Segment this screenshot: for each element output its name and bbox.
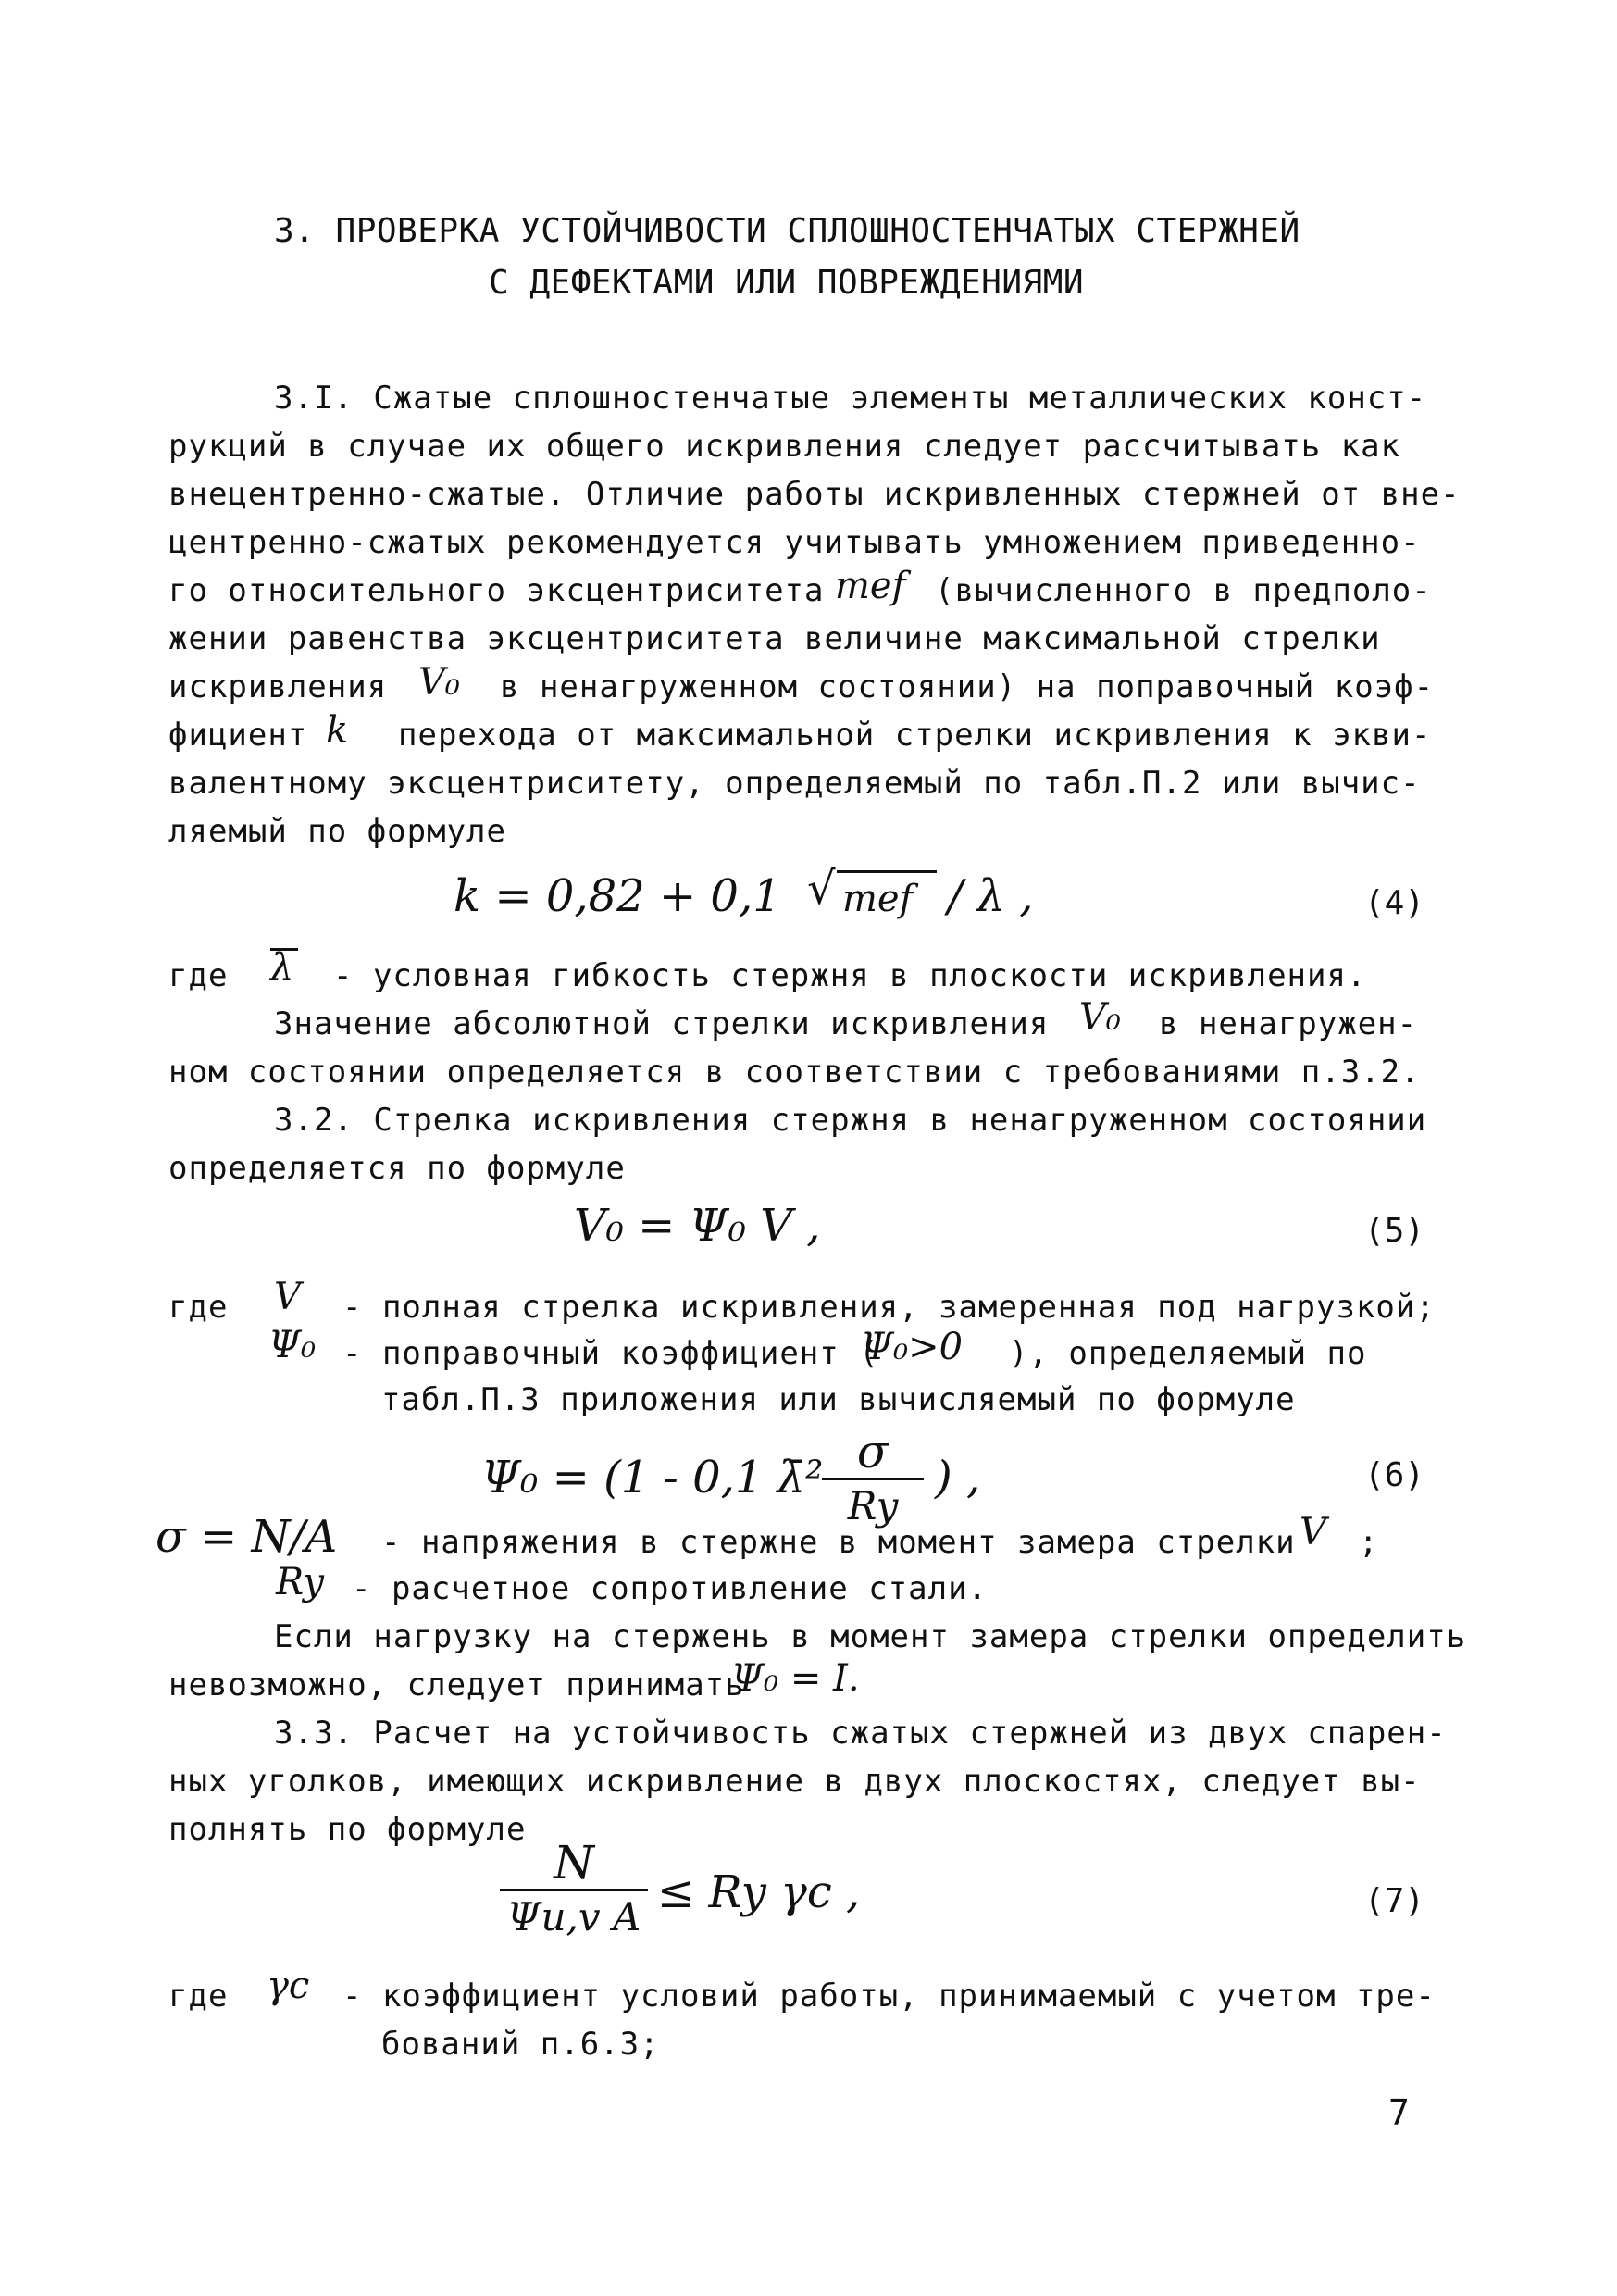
where-psi-text-2: табл.П.3 приложения или вычисляемый по формуле: [381, 1381, 1296, 1418]
symbol-gamma-c: γc: [267, 1965, 310, 2007]
formula-7-frac-num: N: [554, 1836, 594, 1890]
section-title-line-2: С ДЕФЕКТАМИ ИЛИ ПОВРЕЖДЕНИЯМИ: [489, 264, 1085, 302]
symbol-v0: V₀: [418, 661, 460, 704]
equation-number-7: (7): [1364, 1882, 1425, 1920]
para-3-3-line-1: 3.3. Расчет на устойчивость сжатых стержней из двух спарен-: [274, 1715, 1447, 1752]
para-v0-line-1a: Значение абсолютной стрелки искривления: [274, 1005, 1050, 1042]
para-3-1-line-1: 3.I. Сжатые сплошностенчатые элементы металлических конст-: [274, 380, 1427, 417]
symbol-v-2: V: [1300, 1511, 1326, 1554]
where-gamma-text: - коэффициент условий работы, принимаемый с учетом тре-: [342, 1978, 1436, 2015]
where-label-7: где: [168, 1978, 229, 2015]
formula-5: V₀ = Ψ₀ V ,: [574, 1200, 821, 1252]
equation-number-6: (6): [1364, 1456, 1425, 1494]
symbol-v: V: [274, 1276, 301, 1318]
formula-7-rhs: ≤ Ry γc ,: [657, 1866, 861, 1918]
symbol-psi0: Ψ₀: [268, 1324, 317, 1366]
para-3-1-line-4: центренно-сжатых рекомендуется учитывать умножением приведенно-: [168, 524, 1421, 561]
psi-equals-one: Ψ₀ = I.: [731, 1657, 860, 1700]
para-v0-line-2: ном состоянии определяется в соответствии с требованиями п.3.2.: [168, 1054, 1421, 1091]
where-gamma-text-2: бований п.6.3;: [381, 2026, 660, 2063]
para-3-1-line-7b: в ненагруженном состоянии) на поправочный коэф-: [500, 668, 1435, 705]
para-3-3-line-2: ных уголков, имеющих искривление в двух плоскостях, следует вы-: [168, 1763, 1421, 1800]
where-ry-text: - расчетное сопротивление стали.: [352, 1570, 989, 1607]
sqrt-bar: [837, 870, 937, 873]
para-3-1-line-6: жении равенства эксцентриситета величине максимальной стрелки: [168, 620, 1381, 657]
symbol-sigma: σ = N/A: [155, 1511, 338, 1563]
para-v0-line-1b: в ненагружен-: [1159, 1005, 1418, 1042]
para-3-1-line-8a: фициент: [168, 717, 308, 754]
where-label: где: [168, 957, 229, 994]
formula-4-rest: / λ ,: [948, 870, 1034, 922]
para-3-1-line-8b: перехода от максимальной стрелки искривления к экви-: [398, 717, 1432, 754]
para-3-1-line-3: внецентренно-сжатые. Отличие работы искривленных стержней от вне-: [168, 476, 1461, 513]
formula-6-frac-den: Ry: [822, 1478, 924, 1529]
symbol-lambda: λ: [270, 946, 294, 989]
page-number: 7: [1388, 2092, 1411, 2133]
where-lambda-text: - условная гибкость стержня в плоскости искривления.: [333, 957, 1367, 994]
para-load-line-1: Если нагрузку на стержень в момент замера стрелки определить: [274, 1618, 1467, 1655]
where-sigma-text-a: - напряжения в стержне в момент замера стрелки: [381, 1524, 1296, 1561]
equation-number-5: (5): [1364, 1212, 1425, 1250]
para-3-2-line-2: определяется по формуле: [168, 1150, 626, 1187]
sqrt-sign: √: [807, 863, 836, 915]
para-3-3-line-3: полнять по формуле: [168, 1811, 527, 1848]
where-psi-text-b: ), определяемый по: [1009, 1335, 1367, 1372]
formula-4-lhs: k = 0,82 + 0,1: [454, 870, 781, 922]
symbol-v0-2: V₀: [1079, 996, 1121, 1039]
para-3-2-line-1: 3.2. Стрелка искривления стержня в ненагруженном состоянии: [274, 1102, 1427, 1139]
formula-7-fraction: [500, 1837, 648, 1940]
formula-4-sqrt-arg: mef: [842, 878, 914, 920]
lambda-bar: [270, 948, 298, 951]
para-3-1-line-9: валентному эксцентриситету, определяемый по табл.П.2 или вычис-: [168, 765, 1421, 802]
where-psi-text-a: - поправочный коэффициент (: [342, 1335, 879, 1372]
formula-6-frac-num: σ: [856, 1425, 889, 1479]
where-label-5: где: [168, 1289, 229, 1326]
formula-6-lhs: Ψ₀ = (1 - 0,1 λ̄²: [481, 1452, 824, 1504]
psi-condition: Ψ₀>0: [861, 1326, 964, 1368]
para-3-1-line-7a: искривления: [168, 668, 388, 705]
equation-number-4: (4): [1364, 884, 1425, 922]
symbol-k: k: [326, 709, 349, 752]
where-sigma-text-b: ;: [1359, 1524, 1379, 1561]
formula-7-frac-den: Ψu,v A: [500, 1889, 648, 1940]
formula-6-fraction: [822, 1426, 924, 1529]
where-v-text: - полная стрелка искривления, замеренная под нагрузкой;: [342, 1289, 1436, 1326]
section-title-line-1: 3. ПРОВЕРКА УСТОЙЧИВОСТИ СПЛОШНОСТЕНЧАТЫХ СТЕРЖНЕЙ: [274, 212, 1300, 250]
para-3-1-line-5b: (вычисленного в предполо-: [935, 572, 1432, 609]
symbol-m-ef: mef: [835, 565, 906, 607]
para-3-1-line-5a: го относительного эксцентриситета: [168, 572, 825, 609]
formula-6-rhs: ) ,: [935, 1452, 981, 1504]
symbol-ry: Ry: [276, 1561, 325, 1603]
para-3-1-line-2: рукций в случае их общего искривления следует рассчитывать как: [168, 428, 1401, 465]
para-3-1-line-10: ляемый по формуле: [168, 813, 506, 850]
para-load-line-2a: невозможно, следует принимать: [168, 1666, 745, 1703]
